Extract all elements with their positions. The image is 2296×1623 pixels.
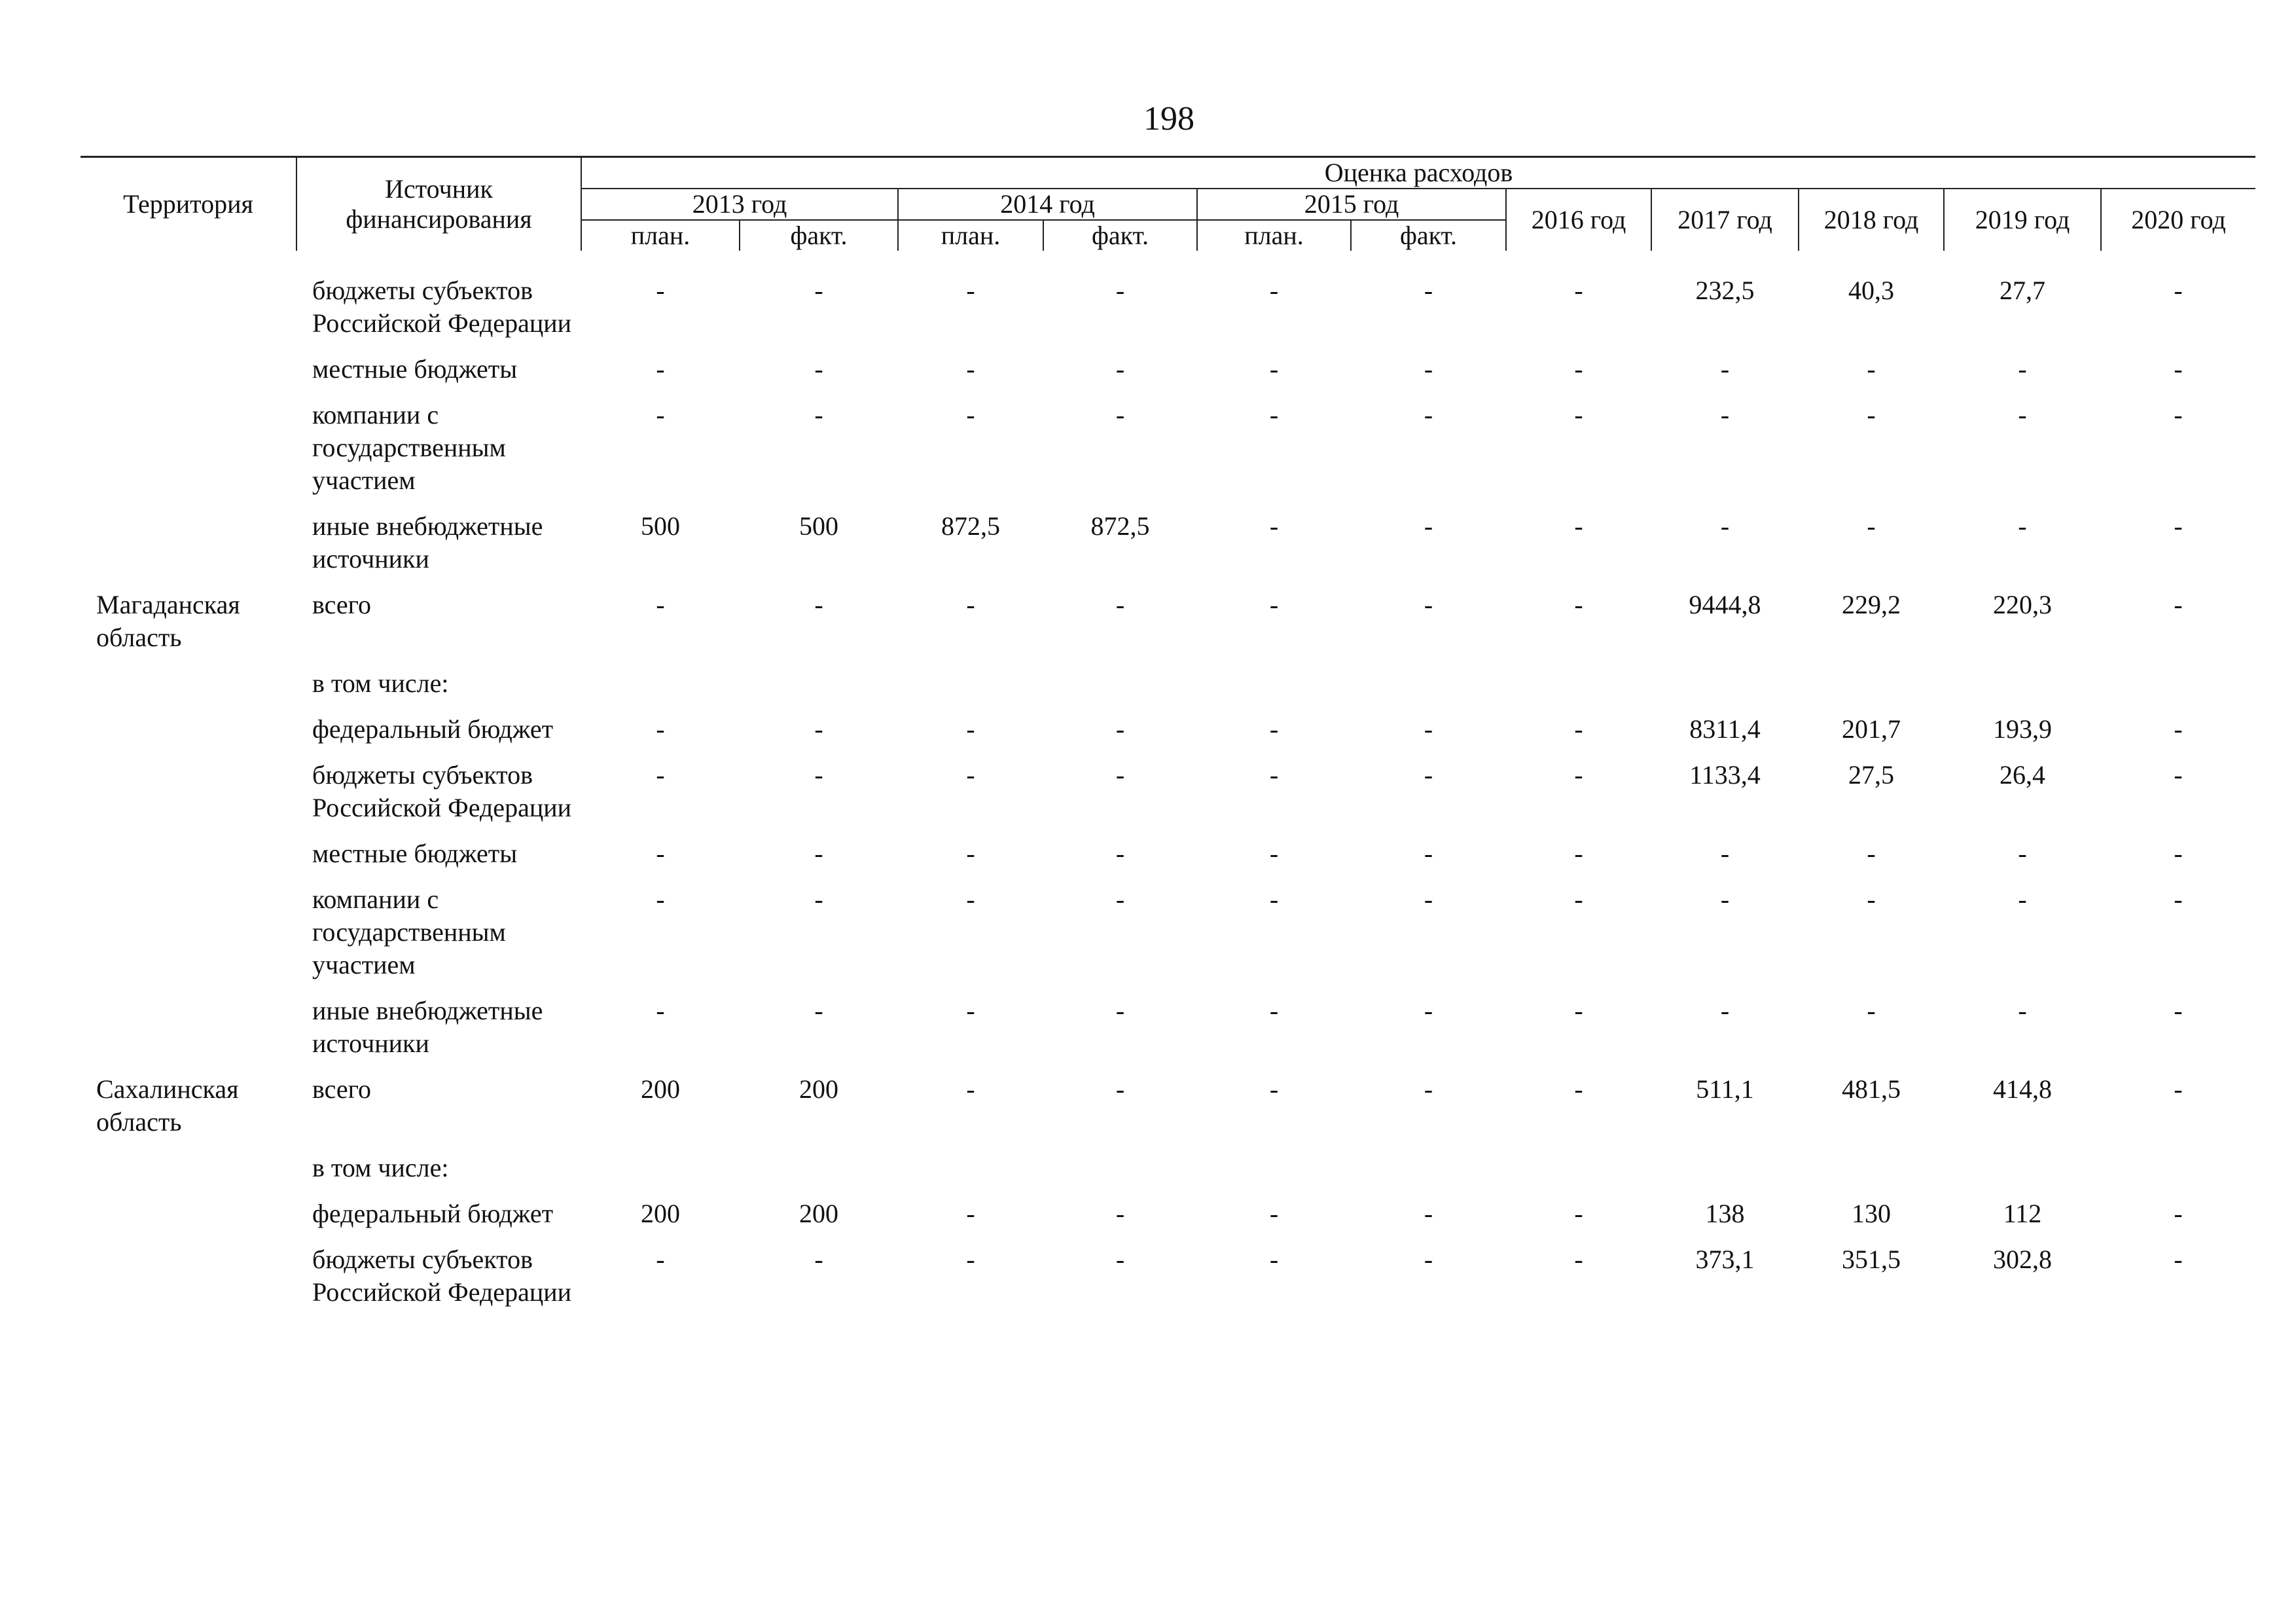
value-cell: -	[1574, 276, 1583, 305]
table-row	[81, 883, 2255, 994]
header-estimate: Оценка расходов	[581, 157, 2255, 189]
value-cell: -	[1115, 1199, 1125, 1228]
value-cell: -	[1574, 1074, 1583, 1104]
source-cell: федеральный бюджет	[312, 1199, 554, 1228]
value-cell: -	[1115, 714, 1125, 744]
value-cell: -	[2174, 760, 2183, 790]
value-cell	[1197, 667, 1351, 713]
value-cell	[1351, 667, 1506, 713]
value-cell: -	[1424, 839, 1433, 868]
value-cell: -	[656, 400, 665, 429]
value-cell: -	[1574, 511, 1583, 541]
value-cell: -	[1269, 1199, 1279, 1228]
value-cell: 302,8	[1993, 1245, 2052, 1274]
value-cell: -	[1424, 760, 1433, 790]
header-year-2020: 2020 год	[2101, 189, 2255, 251]
value-cell: 201,7	[1842, 714, 1901, 744]
table-row	[81, 399, 2255, 510]
source-cell: всего	[312, 1074, 372, 1104]
value-cell: 373,1	[1695, 1245, 1755, 1274]
header-2015-plan: план.	[1197, 220, 1351, 251]
value-cell: -	[1269, 996, 1279, 1025]
value-cell: -	[1574, 884, 1583, 914]
value-cell: -	[814, 714, 823, 744]
value-cell: -	[656, 839, 665, 868]
value-cell: -	[2174, 839, 2183, 868]
value-cell: -	[2174, 996, 2183, 1025]
header-2015-fact: факт.	[1351, 220, 1506, 251]
value-cell: -	[1574, 714, 1583, 744]
value-cell	[1043, 667, 1197, 713]
source-cell: иные внебюджетные источники	[312, 511, 543, 574]
value-cell	[1506, 667, 1651, 713]
value-cell: -	[1424, 400, 1433, 429]
value-cell: 220,3	[1993, 590, 2052, 619]
source-cell: компании с государственным участием	[312, 884, 506, 979]
value-cell: -	[1269, 1074, 1279, 1104]
value-cell: 481,5	[1842, 1074, 1901, 1104]
value-cell: -	[1424, 1199, 1433, 1228]
value-cell: -	[1424, 1245, 1433, 1274]
table-row	[81, 713, 2255, 759]
territory-cell	[81, 1243, 296, 1322]
value-cell: -	[2018, 354, 2027, 384]
value-cell: -	[1574, 1199, 1583, 1228]
territory-cell	[81, 994, 296, 1073]
source-cell: в том числе:	[312, 668, 449, 698]
value-cell: -	[1115, 400, 1125, 429]
value-cell	[1043, 1152, 1197, 1197]
header-year-2014: 2014 год	[898, 189, 1197, 220]
value-cell: -	[1424, 511, 1433, 541]
value-cell: -	[1867, 884, 1876, 914]
value-cell	[2101, 667, 2255, 713]
value-cell: -	[2018, 996, 2027, 1025]
territory-cell	[81, 1152, 296, 1197]
value-cell: -	[814, 400, 823, 429]
value-cell: -	[966, 276, 975, 305]
header-year-2017: 2017 год	[1651, 189, 1799, 251]
value-cell: -	[1424, 714, 1433, 744]
value-cell	[740, 667, 898, 713]
value-cell: -	[1574, 839, 1583, 868]
value-cell: -	[1720, 400, 1730, 429]
value-cell	[1197, 1152, 1351, 1197]
table-row	[81, 274, 2255, 353]
value-cell: -	[966, 884, 975, 914]
value-cell: -	[2174, 511, 2183, 541]
value-cell: -	[1720, 511, 1730, 541]
territory-cell	[81, 759, 296, 837]
value-cell: 500	[799, 511, 838, 541]
source-cell: федеральный бюджет	[312, 714, 554, 744]
table-row	[81, 1152, 2255, 1197]
value-cell: -	[2174, 590, 2183, 619]
value-cell: -	[1115, 1245, 1125, 1274]
source-cell: бюджеты субъектов Российской Федерации	[312, 1245, 572, 1307]
table-row	[81, 510, 2255, 589]
value-cell: -	[966, 996, 975, 1025]
value-cell: -	[2174, 400, 2183, 429]
value-cell: -	[1115, 276, 1125, 305]
value-cell: -	[2174, 1074, 2183, 1104]
header-2014-fact: факт.	[1043, 220, 1197, 251]
value-cell: 193,9	[1993, 714, 2052, 744]
value-cell: -	[814, 996, 823, 1025]
value-cell: 872,5	[941, 511, 1000, 541]
header-year-2013: 2013 год	[581, 189, 898, 220]
source-cell: местные бюджеты	[312, 839, 518, 868]
value-cell: -	[1867, 400, 1876, 429]
header-2014-plan: план.	[898, 220, 1043, 251]
territory-cell	[81, 667, 296, 713]
value-cell: -	[2174, 714, 2183, 744]
value-cell: -	[1424, 1074, 1433, 1104]
value-cell: -	[1269, 511, 1279, 541]
value-cell	[1351, 1152, 1506, 1197]
value-cell: -	[656, 354, 665, 384]
table-row	[81, 1197, 2255, 1243]
value-cell	[898, 1152, 1043, 1197]
value-cell: 200	[641, 1199, 680, 1228]
expenditure-table	[81, 156, 2255, 1322]
value-cell: -	[814, 590, 823, 619]
table-row	[81, 994, 2255, 1073]
value-cell: 200	[799, 1074, 838, 1104]
value-cell: 40,3	[1848, 276, 1894, 305]
value-cell: -	[1424, 590, 1433, 619]
value-cell: -	[814, 839, 823, 868]
value-cell: -	[2174, 1245, 2183, 1274]
value-cell: -	[1574, 760, 1583, 790]
value-cell: -	[1269, 760, 1279, 790]
value-cell: -	[966, 590, 975, 619]
value-cell: -	[656, 760, 665, 790]
value-cell	[2101, 1152, 2255, 1197]
value-cell: -	[656, 884, 665, 914]
value-cell	[1799, 1152, 1944, 1197]
value-cell: -	[1574, 354, 1583, 384]
value-cell: -	[1574, 996, 1583, 1025]
value-cell: -	[814, 884, 823, 914]
value-cell: -	[656, 1245, 665, 1274]
value-cell: -	[966, 1199, 975, 1228]
value-cell: -	[2174, 1199, 2183, 1228]
value-cell: -	[2018, 400, 2027, 429]
value-cell: -	[2018, 511, 2027, 541]
territory-cell	[81, 274, 296, 353]
header-source: Источник финансирования	[296, 157, 581, 251]
value-cell: 8311,4	[1689, 714, 1761, 744]
value-cell: -	[656, 276, 665, 305]
territory-cell	[81, 353, 296, 399]
value-cell: 200	[799, 1199, 838, 1228]
value-cell	[1651, 667, 1799, 713]
value-cell: -	[1867, 354, 1876, 384]
value-cell: 229,2	[1842, 590, 1901, 619]
value-cell: -	[2174, 884, 2183, 914]
value-cell: -	[656, 714, 665, 744]
value-cell	[1506, 1152, 1651, 1197]
source-cell: иные внебюджетные источники	[312, 996, 543, 1058]
value-cell: 872,5	[1090, 511, 1150, 541]
value-cell: -	[1115, 839, 1125, 868]
header-year-2016: 2016 год	[1506, 189, 1651, 251]
value-cell: 138	[1705, 1199, 1745, 1228]
value-cell: -	[1424, 354, 1433, 384]
value-cell	[581, 667, 740, 713]
value-cell: -	[1269, 400, 1279, 429]
header-territory: Территория	[81, 157, 296, 251]
value-cell: -	[1269, 354, 1279, 384]
table-row	[81, 759, 2255, 837]
source-cell: бюджеты субъектов Российской Федерации	[312, 760, 572, 822]
source-cell: компании с государственным участием	[312, 400, 506, 495]
table-header	[81, 157, 2255, 275]
value-cell: -	[1115, 590, 1125, 619]
value-cell: -	[1115, 354, 1125, 384]
value-cell: -	[966, 354, 975, 384]
value-cell: -	[656, 996, 665, 1025]
value-cell: -	[1269, 714, 1279, 744]
table-row	[81, 667, 2255, 713]
header-gap	[81, 251, 2255, 274]
value-cell: 511,1	[1696, 1074, 1754, 1104]
territory-cell: Сахалинская область	[96, 1074, 239, 1137]
value-cell: 112	[2003, 1199, 2042, 1228]
value-cell: -	[2174, 354, 2183, 384]
value-cell: 1133,4	[1689, 760, 1761, 790]
value-cell: -	[966, 1245, 975, 1274]
value-cell	[1944, 667, 2101, 713]
table-row	[81, 1073, 2255, 1152]
header-2013-plan: план.	[581, 220, 740, 251]
territory-cell	[81, 713, 296, 759]
value-cell: 130	[1852, 1199, 1891, 1228]
value-cell: -	[656, 590, 665, 619]
territory-cell: Магаданская область	[96, 590, 240, 652]
header-year-2018: 2018 год	[1799, 189, 1944, 251]
value-cell: 232,5	[1695, 276, 1755, 305]
value-cell: -	[1867, 839, 1876, 868]
value-cell: -	[1269, 276, 1279, 305]
value-cell: -	[1720, 354, 1730, 384]
territory-cell	[81, 837, 296, 883]
value-cell	[1651, 1152, 1799, 1197]
value-cell: 414,8	[1993, 1074, 2052, 1104]
value-cell: 26,4	[2000, 760, 2045, 790]
value-cell: 351,5	[1842, 1245, 1901, 1274]
source-cell: бюджеты субъектов Российской Федерации	[312, 276, 572, 338]
value-cell: -	[966, 839, 975, 868]
value-cell: -	[1269, 884, 1279, 914]
value-cell: -	[814, 276, 823, 305]
value-cell: 27,5	[1848, 760, 1894, 790]
value-cell: 200	[641, 1074, 680, 1104]
value-cell: -	[1574, 400, 1583, 429]
value-cell: -	[1720, 839, 1730, 868]
value-cell: -	[1115, 996, 1125, 1025]
territory-cell	[81, 399, 296, 510]
header-year-2015: 2015 год	[1197, 189, 1506, 220]
source-cell: местные бюджеты	[312, 354, 518, 384]
page-number: 198	[1143, 100, 1194, 137]
value-cell: -	[1115, 1074, 1125, 1104]
value-cell: -	[1269, 839, 1279, 868]
value-cell: -	[966, 400, 975, 429]
value-cell: -	[1115, 760, 1125, 790]
territory-cell	[81, 883, 296, 994]
value-cell: -	[966, 760, 975, 790]
value-cell	[740, 1152, 898, 1197]
value-cell	[1944, 1152, 2101, 1197]
value-cell: -	[1115, 884, 1125, 914]
value-cell: -	[966, 714, 975, 744]
territory-cell	[81, 510, 296, 589]
value-cell: 9444,8	[1689, 590, 1761, 619]
value-cell: -	[2174, 276, 2183, 305]
value-cell: -	[1424, 884, 1433, 914]
value-cell: 27,7	[2000, 276, 2045, 305]
value-cell: -	[2018, 884, 2027, 914]
value-cell: -	[966, 1074, 975, 1104]
value-cell: -	[1269, 590, 1279, 619]
value-cell: -	[814, 760, 823, 790]
value-cell: -	[1867, 511, 1876, 541]
header-2013-fact: факт.	[740, 220, 898, 251]
source-cell: всего	[312, 590, 372, 619]
value-cell: 500	[641, 511, 680, 541]
territory-cell	[81, 1197, 296, 1243]
value-cell: -	[1720, 884, 1730, 914]
header-year-2019: 2019 год	[1944, 189, 2101, 251]
value-cell: -	[1720, 996, 1730, 1025]
value-cell: -	[1424, 996, 1433, 1025]
table-row	[81, 1243, 2255, 1322]
value-cell: -	[1269, 1245, 1279, 1274]
table-row	[81, 837, 2255, 883]
table-body	[81, 274, 2255, 1322]
value-cell: -	[1424, 276, 1433, 305]
value-cell: -	[2018, 839, 2027, 868]
value-cell	[898, 667, 1043, 713]
value-cell: -	[1867, 996, 1876, 1025]
table-row	[81, 353, 2255, 399]
value-cell: -	[1574, 1245, 1583, 1274]
value-cell	[1799, 667, 1944, 713]
source-cell: в том числе:	[312, 1153, 449, 1182]
value-cell: -	[814, 1245, 823, 1274]
value-cell	[581, 1152, 740, 1197]
value-cell: -	[814, 354, 823, 384]
value-cell: -	[1574, 590, 1583, 619]
table-row	[81, 589, 2255, 667]
